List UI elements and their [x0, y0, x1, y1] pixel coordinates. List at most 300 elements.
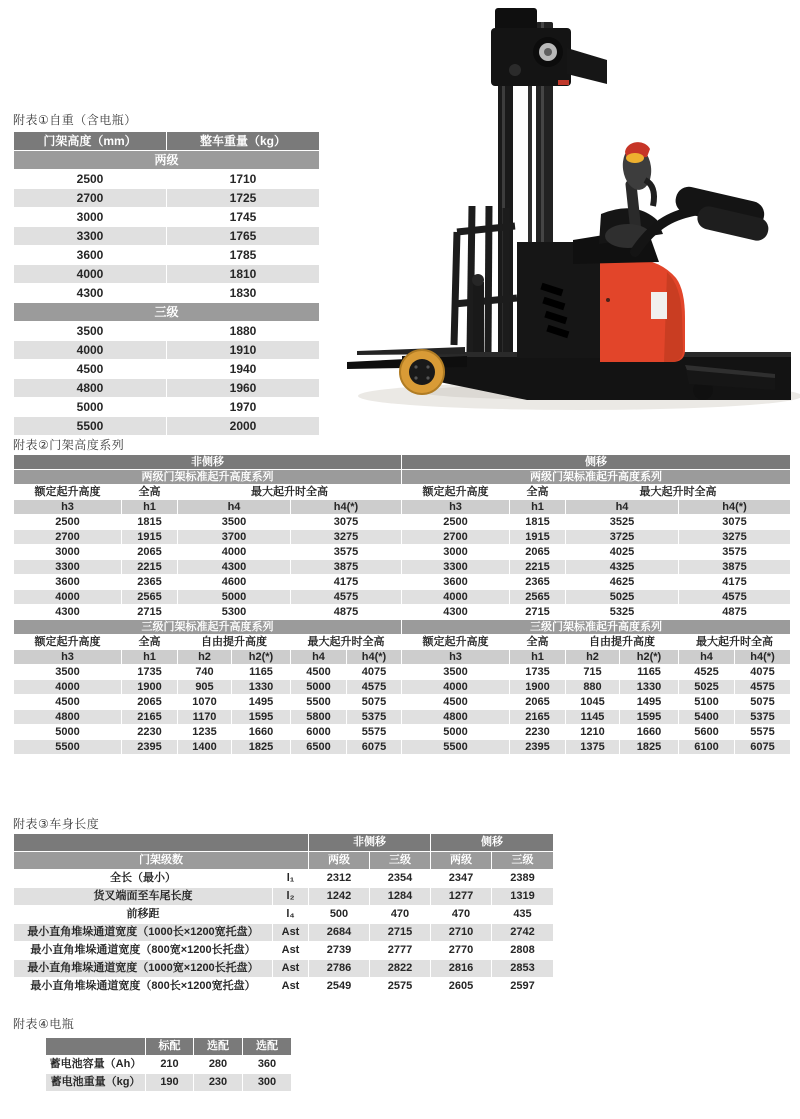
table-cell: 4025	[566, 545, 679, 560]
row-label: 蓄电池重量（kg）	[46, 1074, 146, 1092]
table2-mast-heights	[13, 454, 791, 755]
column-subheader: h4	[679, 650, 735, 665]
column-subheader: h1	[122, 650, 178, 665]
column-subheader: h1	[510, 650, 566, 665]
table-row	[14, 695, 791, 710]
table-cell: 3000	[402, 545, 510, 560]
table-row	[46, 1056, 292, 1074]
column-header: 最大起升时全高	[178, 485, 402, 500]
table-cell: 4500	[14, 360, 167, 379]
table-cell: 1210	[566, 725, 620, 740]
symbol-cell: Ast	[273, 960, 309, 978]
table-cell: 2065	[510, 545, 566, 560]
table-cell: 2742	[492, 924, 554, 942]
table-row	[14, 398, 320, 417]
column-subheader: h4(*)	[347, 650, 402, 665]
table-cell: 2684	[309, 924, 370, 942]
table-row	[14, 620, 791, 635]
column-header: 全高	[122, 635, 178, 650]
table-cell: 4075	[735, 665, 791, 680]
table-cell: 2575	[370, 978, 431, 996]
table-cell: 1915	[510, 530, 566, 545]
column-header: 最大起升时全高	[679, 635, 791, 650]
table-cell: 5500	[14, 417, 167, 436]
table-row	[46, 1074, 292, 1092]
table-cell: 4325	[566, 560, 679, 575]
table-cell: 1970	[167, 398, 320, 417]
table-cell: 2816	[431, 960, 492, 978]
table-cell: 2347	[431, 870, 492, 888]
table-cell: 4300	[402, 605, 510, 620]
table-cell: 1070	[178, 695, 232, 710]
table-cell: 1330	[232, 680, 291, 695]
table-cell: 6075	[347, 740, 402, 755]
column-subheader: h4	[178, 500, 291, 515]
table-cell: 230	[194, 1074, 243, 1092]
section-header: 三级门架标准起升高度系列	[402, 620, 791, 635]
forklift-illustration	[345, 0, 800, 420]
table-cell: 2365	[510, 575, 566, 590]
table-cell: 1900	[510, 680, 566, 695]
column-header: 全高	[122, 485, 178, 500]
table-cell: 4600	[178, 575, 291, 590]
corner-cell	[14, 834, 309, 852]
table-cell: 2605	[431, 978, 492, 996]
table-cell: 2715	[122, 605, 178, 620]
table-row	[14, 485, 791, 500]
column-subheader: h3	[14, 500, 122, 515]
table-cell: 5000	[14, 398, 167, 417]
table-cell: 4000	[14, 590, 122, 605]
table-cell: 4525	[679, 665, 735, 680]
load-backrest	[454, 206, 517, 356]
table-cell: 2215	[510, 560, 566, 575]
table-cell: 1170	[178, 710, 232, 725]
table-row	[14, 575, 791, 590]
table-cell: 2822	[370, 960, 431, 978]
row-label: 最小直角堆垛通道宽度（800宽×1200长托盘）	[14, 942, 273, 960]
table-cell: 4300	[178, 560, 291, 575]
table-cell: 4075	[347, 665, 402, 680]
column-header: 全高	[510, 485, 566, 500]
table-row	[14, 151, 320, 170]
table-cell: 1595	[620, 710, 679, 725]
table-cell: 2565	[122, 590, 178, 605]
column-header: 自由提升高度	[178, 635, 291, 650]
column-header: 选配	[194, 1038, 243, 1056]
table-cell: 4575	[347, 680, 402, 695]
table-row	[14, 265, 320, 284]
table-cell: 4875	[291, 605, 402, 620]
table-cell: 3600	[402, 575, 510, 590]
table-cell: 5075	[735, 695, 791, 710]
table3-body-length	[13, 833, 554, 996]
column-subheader: h3	[402, 500, 510, 515]
table-cell: 5025	[679, 680, 735, 695]
table-cell: 2500	[402, 515, 510, 530]
table-cell: 1915	[122, 530, 178, 545]
table-row	[14, 740, 791, 755]
table-cell: 2549	[309, 978, 370, 996]
group-header: 侧移	[431, 834, 554, 852]
table1-self-weight	[13, 131, 320, 436]
table-cell: 5075	[347, 695, 402, 710]
table-row	[14, 650, 791, 665]
table-row	[14, 170, 320, 189]
lift-cylinder	[472, 274, 484, 354]
table-cell: 4500	[14, 695, 122, 710]
table-row	[14, 710, 791, 725]
table-cell: 4875	[679, 605, 791, 620]
table-cell: 5500	[14, 740, 122, 755]
table-row	[14, 560, 791, 575]
table-cell: 2395	[510, 740, 566, 755]
table-cell: 1810	[167, 265, 320, 284]
forklift-photo	[345, 0, 800, 420]
table-cell: 5375	[735, 710, 791, 725]
section-header: 三级	[14, 303, 320, 322]
row-label: 最小直角堆垛通道宽度（1000长×1200宽托盘）	[14, 924, 273, 942]
column-subheader: h4(*)	[735, 650, 791, 665]
table-cell: 1495	[232, 695, 291, 710]
table-cell: 3875	[291, 560, 402, 575]
table-cell: 3300	[14, 227, 167, 246]
column-subheader: h3	[402, 650, 510, 665]
column-subheader: h2	[566, 650, 620, 665]
column-header: 两级	[309, 852, 370, 870]
column-subheader: h3	[14, 650, 122, 665]
table-cell: 1660	[620, 725, 679, 740]
table-cell: 3600	[14, 575, 122, 590]
table-cell: 5025	[566, 590, 679, 605]
table-cell: 470	[431, 906, 492, 924]
column-header: 门架级数	[14, 852, 309, 870]
table-row	[14, 605, 791, 620]
table-cell: 3700	[178, 530, 291, 545]
table-cell: 5100	[679, 695, 735, 710]
column-header: 选配	[243, 1038, 292, 1056]
table-cell: 2715	[510, 605, 566, 620]
table-cell: 3275	[291, 530, 402, 545]
table-cell: 2597	[492, 978, 554, 996]
table-cell: 1900	[122, 680, 178, 695]
table-row	[14, 665, 791, 680]
table3-title: 附表③车身长度	[13, 817, 100, 831]
table-cell: 3500	[14, 322, 167, 341]
table-row	[14, 132, 320, 151]
joystick-yellow-button	[626, 153, 644, 163]
table-cell: 4300	[14, 605, 122, 620]
table-cell: 190	[146, 1074, 194, 1092]
table-cell: 6000	[291, 725, 347, 740]
table-cell: 3300	[14, 560, 122, 575]
table-cell: 6100	[679, 740, 735, 755]
table-cell: 2065	[510, 695, 566, 710]
table-cell: 1319	[492, 888, 554, 906]
column-header: 额定起升高度	[402, 485, 510, 500]
symbol-cell: l₂	[273, 888, 309, 906]
table-row	[14, 515, 791, 530]
table-cell: 1910	[167, 341, 320, 360]
column-header: 最大起升时全高	[566, 485, 791, 500]
column-subheader: h2(*)	[232, 650, 291, 665]
table1-title: 附表①自重（含电瓶）	[13, 113, 137, 127]
column-subheader: h1	[510, 500, 566, 515]
table-cell: 3500	[14, 665, 122, 680]
table-cell: 3300	[402, 560, 510, 575]
section-header: 两级门架标准起升高度系列	[14, 470, 402, 485]
group-header: 非侧移	[309, 834, 431, 852]
table-row	[14, 888, 554, 906]
table-cell: 3575	[679, 545, 791, 560]
table-cell: 5000	[402, 725, 510, 740]
table-row	[46, 1038, 292, 1056]
front-wheel	[400, 350, 444, 394]
symbol-cell: Ast	[273, 942, 309, 960]
table-row	[14, 500, 791, 515]
column-header: 三级	[370, 852, 431, 870]
table-cell: 1825	[620, 740, 679, 755]
table-cell: 4000	[14, 680, 122, 695]
table-cell: 2165	[122, 710, 178, 725]
column-subheader: h4(*)	[679, 500, 791, 515]
table-row	[14, 322, 320, 341]
table-cell: 5600	[679, 725, 735, 740]
table-row	[14, 455, 791, 470]
table-cell: 1710	[167, 170, 320, 189]
table-cell: 3500	[178, 515, 291, 530]
table-cell: 360	[243, 1056, 292, 1074]
column-header: 额定起升高度	[402, 635, 510, 650]
table-cell: 5000	[291, 680, 347, 695]
table-cell: 5575	[347, 725, 402, 740]
table-cell: 500	[309, 906, 370, 924]
column-subheader: h4(*)	[291, 500, 402, 515]
table-cell: 3075	[291, 515, 402, 530]
row-label: 前移距	[14, 906, 273, 924]
table-cell: 5000	[14, 725, 122, 740]
mast-top-carriage	[491, 8, 607, 86]
column-header: 额定起升高度	[14, 485, 122, 500]
table-cell: 2500	[14, 515, 122, 530]
table-cell: 4625	[566, 575, 679, 590]
table-cell: 2770	[431, 942, 492, 960]
table-cell: 4000	[14, 341, 167, 360]
table-cell: 4575	[291, 590, 402, 605]
column-subheader: h1	[122, 500, 178, 515]
table4-title: 附表④电瓶	[13, 1017, 75, 1031]
table-cell: 1660	[232, 725, 291, 740]
table-cell: 1815	[510, 515, 566, 530]
table-cell: 4175	[679, 575, 791, 590]
section-header: 两级	[14, 151, 320, 170]
table-cell: 1880	[167, 322, 320, 341]
table-row	[14, 545, 791, 560]
table-row	[14, 417, 320, 436]
section-header: 三级门架标准起升高度系列	[14, 620, 402, 635]
table-cell: 4175	[291, 575, 402, 590]
table-cell: 2565	[510, 590, 566, 605]
table-cell: 2230	[510, 725, 566, 740]
group-header: 侧移	[402, 455, 791, 470]
table-cell: 1400	[178, 740, 232, 755]
table-cell: 2230	[122, 725, 178, 740]
table-cell: 4500	[291, 665, 347, 680]
table-row	[14, 635, 791, 650]
table-cell: 4000	[402, 680, 510, 695]
table-row	[14, 341, 320, 360]
table-cell: 5800	[291, 710, 347, 725]
table-cell: 2354	[370, 870, 431, 888]
table-cell: 4575	[679, 590, 791, 605]
table-cell: 715	[566, 665, 620, 680]
table-cell: 280	[194, 1056, 243, 1074]
table-cell: 1045	[566, 695, 620, 710]
table-cell: 1235	[178, 725, 232, 740]
symbol-cell: Ast	[273, 924, 309, 942]
table-cell: 2786	[309, 960, 370, 978]
table-cell: 1735	[510, 665, 566, 680]
row-label: 蓄电池容量（Ah）	[46, 1056, 146, 1074]
column-header: 两级	[431, 852, 492, 870]
table-row	[14, 379, 320, 398]
table-cell: 4575	[735, 680, 791, 695]
table-cell: 3000	[14, 208, 167, 227]
table-cell: 4000	[402, 590, 510, 605]
table-cell: 2000	[167, 417, 320, 436]
table-cell: 3575	[291, 545, 402, 560]
table-cell: 3600	[14, 246, 167, 265]
column-header: 三级	[492, 852, 554, 870]
table-cell: 4000	[178, 545, 291, 560]
table-cell: 1735	[122, 665, 178, 680]
table-cell: 2500	[14, 170, 167, 189]
symbol-cell: Ast	[273, 978, 309, 996]
table-cell: 5000	[178, 590, 291, 605]
table-row	[14, 852, 554, 870]
table-cell: 2715	[370, 924, 431, 942]
column-header: 整车重量（kg）	[167, 132, 320, 151]
table-cell: 1830	[167, 284, 320, 303]
table-row	[14, 680, 791, 695]
table-cell: 5300	[178, 605, 291, 620]
table-cell: 1815	[122, 515, 178, 530]
table-row	[14, 590, 791, 605]
table-cell: 2777	[370, 942, 431, 960]
table-cell: 2700	[14, 189, 167, 208]
table-cell: 2389	[492, 870, 554, 888]
table-cell: 2215	[122, 560, 178, 575]
symbol-cell: l₄	[273, 906, 309, 924]
spec-sticker	[651, 292, 667, 319]
section-header: 两级门架标准起升高度系列	[402, 470, 791, 485]
table-cell: 3525	[566, 515, 679, 530]
table-cell: 1284	[370, 888, 431, 906]
table-cell: 3000	[14, 545, 122, 560]
table-row	[14, 246, 320, 265]
table-cell: 740	[178, 665, 232, 680]
table-row	[14, 530, 791, 545]
table-cell: 1940	[167, 360, 320, 379]
table-cell: 1825	[232, 740, 291, 755]
table-cell: 3275	[679, 530, 791, 545]
table-cell: 6500	[291, 740, 347, 755]
column-header: 标配	[146, 1038, 194, 1056]
table-cell: 6075	[735, 740, 791, 755]
table-cell: 2312	[309, 870, 370, 888]
table-cell: 300	[243, 1074, 292, 1092]
table-cell: 4800	[14, 379, 167, 398]
table-row	[14, 360, 320, 379]
table-cell: 1277	[431, 888, 492, 906]
row-label: 最小直角堆垛通道宽度（1000宽×1200长托盘）	[14, 960, 273, 978]
table-cell: 1165	[620, 665, 679, 680]
column-header: 全高	[510, 635, 566, 650]
table-cell: 1745	[167, 208, 320, 227]
table-cell: 880	[566, 680, 620, 695]
column-subheader: h2(*)	[620, 650, 679, 665]
table-row	[14, 303, 320, 322]
table-cell: 3075	[679, 515, 791, 530]
table-row	[14, 960, 554, 978]
table-row	[14, 834, 554, 852]
table-cell: 2395	[122, 740, 178, 755]
column-subheader: h4	[291, 650, 347, 665]
table-cell: 470	[370, 906, 431, 924]
table-cell: 2065	[122, 695, 178, 710]
table-row	[14, 208, 320, 227]
table-cell: 1595	[232, 710, 291, 725]
table-cell: 1375	[566, 740, 620, 755]
table-cell: 1330	[620, 680, 679, 695]
table-cell: 4800	[402, 710, 510, 725]
table-cell: 2065	[122, 545, 178, 560]
group-header: 非侧移	[14, 455, 402, 470]
table-cell: 1725	[167, 189, 320, 208]
table-row	[14, 942, 554, 960]
column-subheader: h4	[566, 500, 679, 515]
table-cell: 5325	[566, 605, 679, 620]
table-cell: 5500	[291, 695, 347, 710]
table-row	[14, 906, 554, 924]
table4-battery	[45, 1037, 292, 1092]
table-cell: 4000	[14, 265, 167, 284]
table-cell: 2808	[492, 942, 554, 960]
table-cell: 5575	[735, 725, 791, 740]
symbol-cell: l₁	[273, 870, 309, 888]
table-row	[14, 470, 791, 485]
table2-title: 附表②门架高度系列	[13, 438, 125, 452]
column-header: 额定起升高度	[14, 635, 122, 650]
table-cell: 4500	[402, 695, 510, 710]
table-cell: 1165	[232, 665, 291, 680]
table-cell: 1242	[309, 888, 370, 906]
table-cell: 2165	[510, 710, 566, 725]
table-cell: 5375	[347, 710, 402, 725]
row-label: 全长（最小）	[14, 870, 273, 888]
table-cell: 4800	[14, 710, 122, 725]
table-cell: 2365	[122, 575, 178, 590]
table-cell: 435	[492, 906, 554, 924]
table-row	[14, 725, 791, 740]
table-cell: 2700	[402, 530, 510, 545]
row-label: 货叉端面至车尾长度	[14, 888, 273, 906]
table-cell: 905	[178, 680, 232, 695]
column-header: 最大起升时全高	[291, 635, 402, 650]
table-cell: 5500	[402, 740, 510, 755]
column-subheader: h2	[178, 650, 232, 665]
table-cell: 2710	[431, 924, 492, 942]
